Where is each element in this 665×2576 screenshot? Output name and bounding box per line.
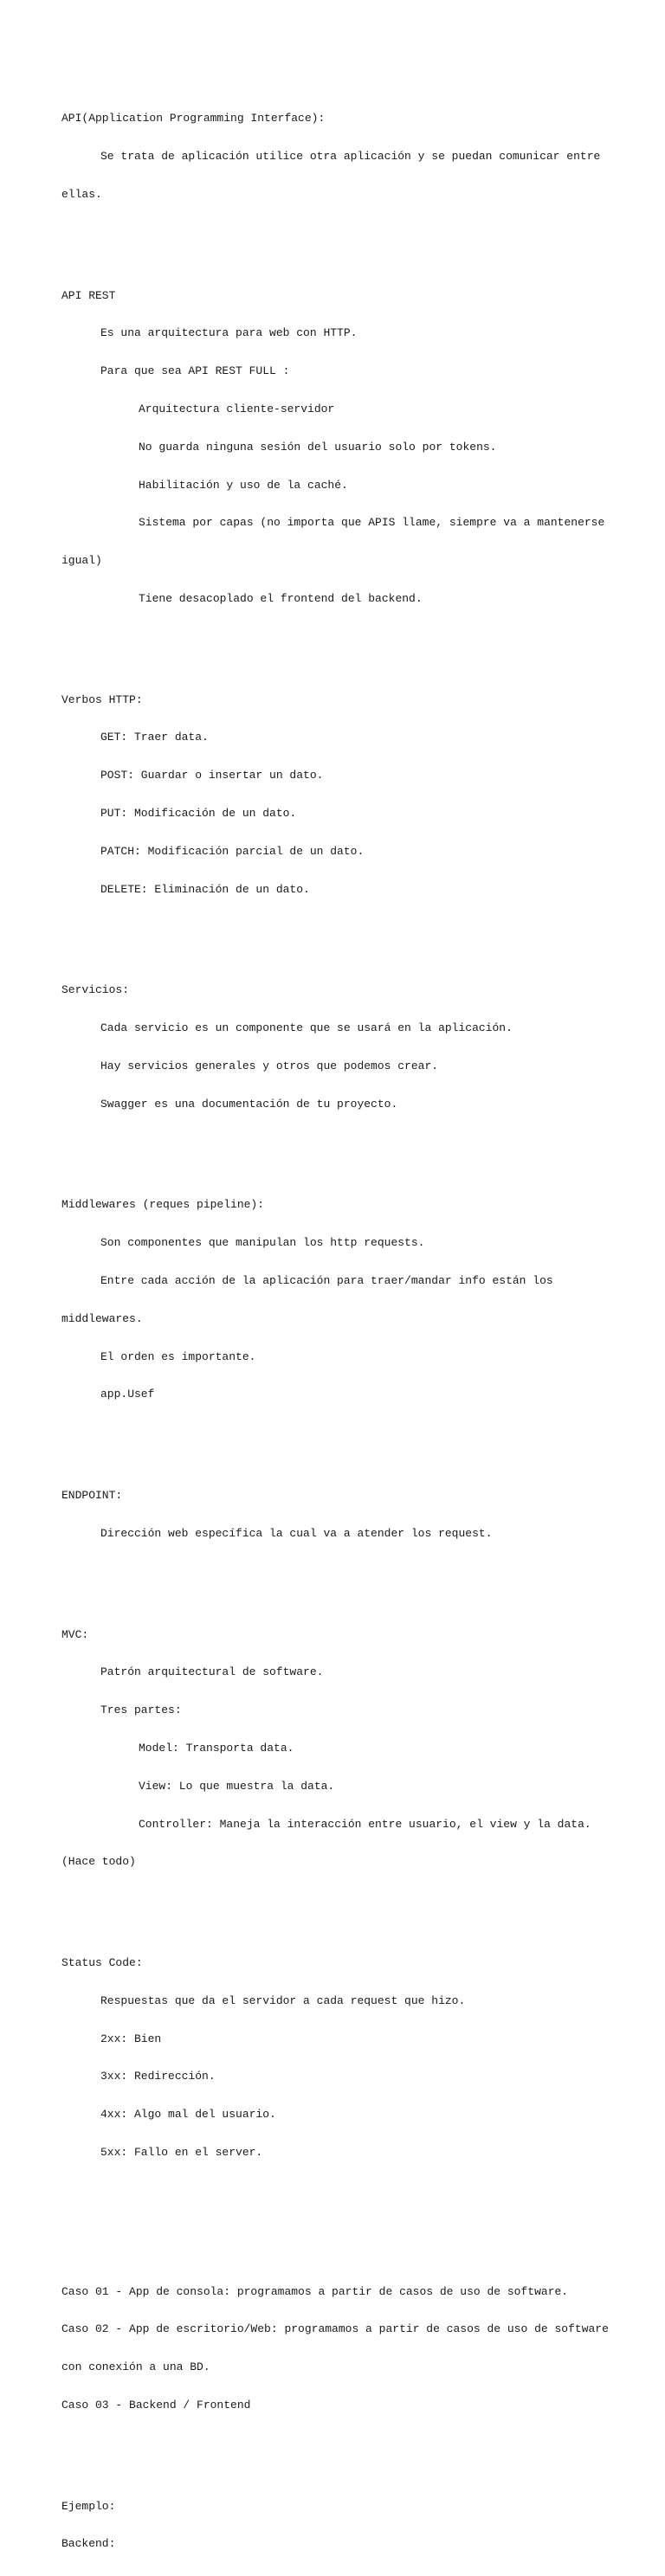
servicio-item: Swagger es una documentación de tu proyecto. bbox=[100, 1097, 398, 1111]
document-page bbox=[61, 62, 616, 2576]
caso-line-wrap: con conexión a una BD. bbox=[61, 2360, 210, 2374]
endpoint-heading: ENDPOINT: bbox=[61, 1489, 123, 1503]
api-heading: API(Application Programming Interface): bbox=[61, 112, 326, 126]
middlewares-text-wrap: middlewares. bbox=[61, 1311, 143, 1325]
blank-line bbox=[61, 2223, 616, 2236]
status-item: 4xx: Algo mal del usuario. bbox=[100, 2108, 276, 2122]
verbo-item: GET: Traer data. bbox=[100, 731, 209, 744]
caso-line: Caso 01 - App de consola: programamos a partir de casos de uso de software. bbox=[61, 2284, 569, 2298]
api-rest-item: Tiene desacoplado el frontend del backend. bbox=[139, 591, 423, 605]
verbos-heading: Verbos HTTP: bbox=[61, 692, 143, 706]
servicios-heading: Servicios: bbox=[61, 983, 130, 997]
mvc-text: Tres partes: bbox=[100, 1703, 182, 1717]
middlewares-text: Entre cada acción de la aplicación para traer/mandar info están los bbox=[100, 1274, 553, 1287]
mvc-part: Controller: Maneja la interacción entre usuario, el view y la data. bbox=[139, 1817, 591, 1831]
api-rest-item: Habilitación y uso de la caché. bbox=[139, 478, 348, 492]
blank-line bbox=[61, 631, 616, 644]
status-item: 2xx: Bien bbox=[100, 2032, 162, 2045]
api-text: Se trata de aplicación utilice otra aplicación y se puedan comunicar entre bbox=[100, 150, 601, 164]
verbo-item: POST: Guardar o insertar un dato. bbox=[100, 769, 324, 782]
status-item: 5xx: Fallo en el server. bbox=[100, 2145, 263, 2159]
middlewares-text: El orden es importante. bbox=[100, 1349, 256, 1363]
api-rest-full-intro: Para que sea API REST FULL : bbox=[100, 364, 290, 378]
blank-line bbox=[61, 1894, 616, 1907]
blank-line bbox=[61, 2438, 616, 2450]
verbo-item: PATCH: Modificación parcial de un dato. bbox=[100, 844, 365, 858]
api-rest-item: No guarda ninguna sesión del usuario solo por tokens. bbox=[139, 440, 497, 454]
middlewares-heading: Middlewares (reques pipeline): bbox=[61, 1198, 265, 1212]
mvc-heading: MVC: bbox=[61, 1627, 89, 1641]
mvc-text: Patrón arquitectural de software. bbox=[100, 1665, 324, 1679]
ejemplo-heading: Ejemplo: bbox=[61, 2499, 116, 2513]
servicio-item: Cada servicio es un componente que se usará en la aplicación. bbox=[100, 1021, 513, 1035]
api-rest-desc: Es una arquitectura para web con HTTP. bbox=[100, 326, 358, 340]
api-rest-item: Sistema por capas (no importa que APIS llame, siempre va a mantenerse bbox=[139, 516, 605, 530]
api-rest-item: Arquitectura cliente-servidor bbox=[139, 402, 335, 416]
verbo-item: PUT: Modificación de un dato. bbox=[100, 807, 297, 821]
caso-line: Caso 03 - Backend / Frontend bbox=[61, 2398, 251, 2412]
caso-line: Caso 02 - App de escritorio/Web: programamos a partir de casos de uso de software bbox=[61, 2322, 609, 2336]
api-text-wrap: ellas. bbox=[61, 187, 102, 201]
blank-line bbox=[61, 921, 616, 934]
middlewares-text: app.Usef bbox=[100, 1388, 155, 1401]
api-rest-item-wrap: igual) bbox=[61, 554, 102, 568]
blank-line bbox=[61, 1566, 616, 1579]
blank-line bbox=[61, 1426, 616, 1439]
blank-line bbox=[61, 1136, 616, 1149]
ejemplo-backend: Backend: bbox=[61, 2537, 116, 2551]
status-heading: Status Code: bbox=[61, 1956, 143, 1970]
middlewares-text: Son componentes que manipulan los http requests. bbox=[100, 1236, 425, 1250]
mvc-part: Model: Transporta data. bbox=[139, 1741, 294, 1755]
status-item: 3xx: Redirección. bbox=[100, 2070, 216, 2083]
status-item: Respuestas que da el servidor a cada request que hizo. bbox=[100, 1993, 466, 2007]
mvc-part-wrap: (Hace todo) bbox=[61, 1855, 136, 1869]
mvc-part: View: Lo que muestra la data. bbox=[139, 1779, 335, 1793]
blank-line bbox=[61, 227, 616, 240]
servicio-item: Hay servicios generales y otros que podemos crear. bbox=[100, 1059, 439, 1072]
endpoint-text: Dirección web específica la cual va a atender los request. bbox=[100, 1526, 493, 1540]
api-rest-heading: API REST bbox=[61, 288, 116, 302]
verbo-item: DELETE: Eliminación de un dato. bbox=[100, 882, 310, 896]
blank-line bbox=[61, 2185, 616, 2198]
